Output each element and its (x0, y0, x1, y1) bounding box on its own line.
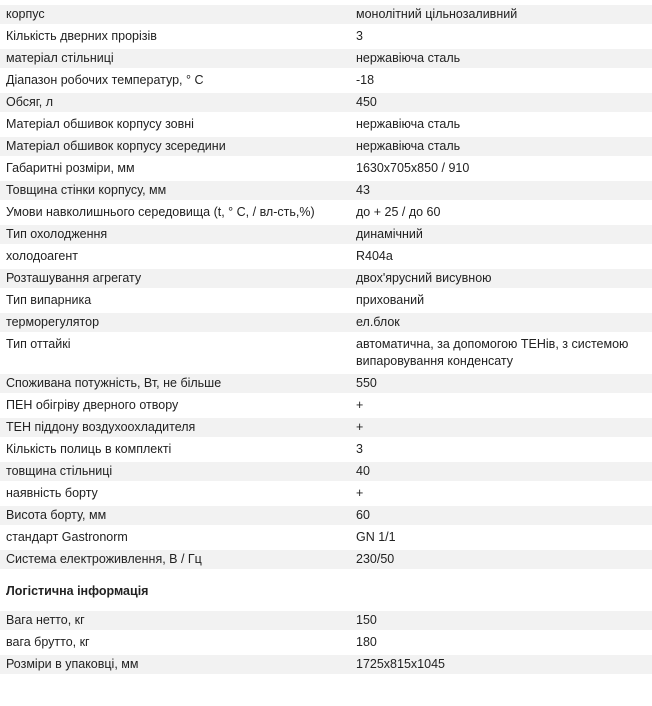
spec-value: 450 (351, 93, 652, 112)
table-row (0, 418, 652, 437)
table-row (0, 269, 652, 288)
table-row (0, 528, 652, 547)
table-row (0, 291, 652, 310)
spec-label: Розміри в упаковці, мм (0, 655, 351, 674)
spec-label: матеріал стільниці (0, 49, 351, 68)
spec-label: Габаритні розміри, мм (0, 159, 351, 178)
spec-label: Кількість полиць в комплекті (0, 440, 351, 459)
spec-label: Висота борту, мм (0, 506, 351, 525)
spec-value: прихований (351, 291, 652, 310)
table-row (0, 181, 652, 200)
table-row (0, 225, 652, 244)
spec-value: 550 (351, 374, 652, 393)
table-row (0, 27, 652, 46)
spec-value: -18 (351, 71, 652, 90)
table-row (0, 374, 652, 393)
table-row (0, 71, 652, 90)
spec-label: Матеріал обшивок корпусу зсередини (0, 137, 351, 156)
spec-label: Тип випарника (0, 291, 351, 310)
table-row (0, 484, 652, 503)
spec-label: Тип оттайкі (0, 335, 351, 371)
spec-value: двох'ярусний висувною (351, 269, 652, 288)
spec-value: автоматична, за допомогою ТЕНів, з системою випаровування конденсату (351, 335, 652, 371)
spec-label: ПЕН обігріву дверного отвору (0, 396, 351, 415)
table-row (0, 396, 652, 415)
table-row (0, 159, 652, 178)
spec-value: 40 (351, 462, 652, 481)
table-row (0, 506, 652, 525)
table-row (0, 93, 652, 112)
spec-value: 230/50 (351, 550, 652, 569)
table-row (0, 550, 652, 569)
spec-value: R404a (351, 247, 652, 266)
spec-label: Обсяг, л (0, 93, 351, 112)
table-row (0, 335, 652, 371)
spec-label: холодоагент (0, 247, 351, 266)
spec-value: 1630x705x850 / 910 (351, 159, 652, 178)
spec-value: + (351, 396, 652, 415)
spec-value: нержавіюча сталь (351, 137, 652, 156)
table-row (0, 115, 652, 134)
table-row (0, 247, 652, 266)
table-row (0, 633, 652, 652)
spec-value: монолітний цільнозаливний (351, 5, 652, 24)
table-row (0, 611, 652, 630)
spec-label: Товщина стінки корпусу, мм (0, 181, 351, 200)
spec-value: + (351, 418, 652, 437)
spec-label: Вага нетто, кг (0, 611, 351, 630)
spec-value: нержавіюча сталь (351, 115, 652, 134)
spec-label: Система електроживлення, В / Гц (0, 550, 351, 569)
spec-value: 60 (351, 506, 652, 525)
spec-value: 3 (351, 440, 652, 459)
spec-value: динамічний (351, 225, 652, 244)
logistics-title: Логістична інформація (6, 584, 149, 598)
spec-label: ТЕН піддону воздухоохладителя (0, 418, 351, 437)
table-row (0, 137, 652, 156)
specs-table (0, 2, 652, 572)
table-row (0, 655, 652, 674)
spec-label: корпус (0, 5, 351, 24)
spec-label: Розташування агрегату (0, 269, 351, 288)
spec-label: стандарт Gastronorm (0, 528, 351, 547)
spec-value: нержавіюча сталь (351, 49, 652, 68)
spec-label: вага брутто, кг (0, 633, 351, 652)
table-row (0, 440, 652, 459)
table-row (0, 313, 652, 332)
table-row (0, 5, 652, 24)
spec-label: Кількість дверних прорізів (0, 27, 351, 46)
spec-value: 1725x815x1045 (351, 655, 652, 674)
spec-value: 43 (351, 181, 652, 200)
spec-label: терморегулятор (0, 313, 351, 332)
table-row (0, 462, 652, 481)
spec-label: Тип охолодження (0, 225, 351, 244)
spec-value: ел.блок (351, 313, 652, 332)
spec-label: товщина стільниці (0, 462, 351, 481)
logistics-table (0, 608, 652, 677)
table-row (0, 203, 652, 222)
spec-label: наявність борту (0, 484, 351, 503)
spec-value: до + 25 / до 60 (351, 203, 652, 222)
spec-label: Умови навколишнього середовища (t, ° C, / вл-сть,%) (0, 203, 351, 222)
spec-value: 3 (351, 27, 652, 46)
table-row (0, 49, 652, 68)
spec-label: Діапазон робочих температур, ° С (0, 71, 351, 90)
spec-value: GN 1/1 (351, 528, 652, 547)
spec-value: 150 (351, 611, 652, 630)
spec-value: 180 (351, 633, 652, 652)
spec-label: Матеріал обшивок корпусу зовні (0, 115, 351, 134)
spec-value: + (351, 484, 652, 503)
spec-label: Споживана потужність, Вт, не більше (0, 374, 351, 393)
